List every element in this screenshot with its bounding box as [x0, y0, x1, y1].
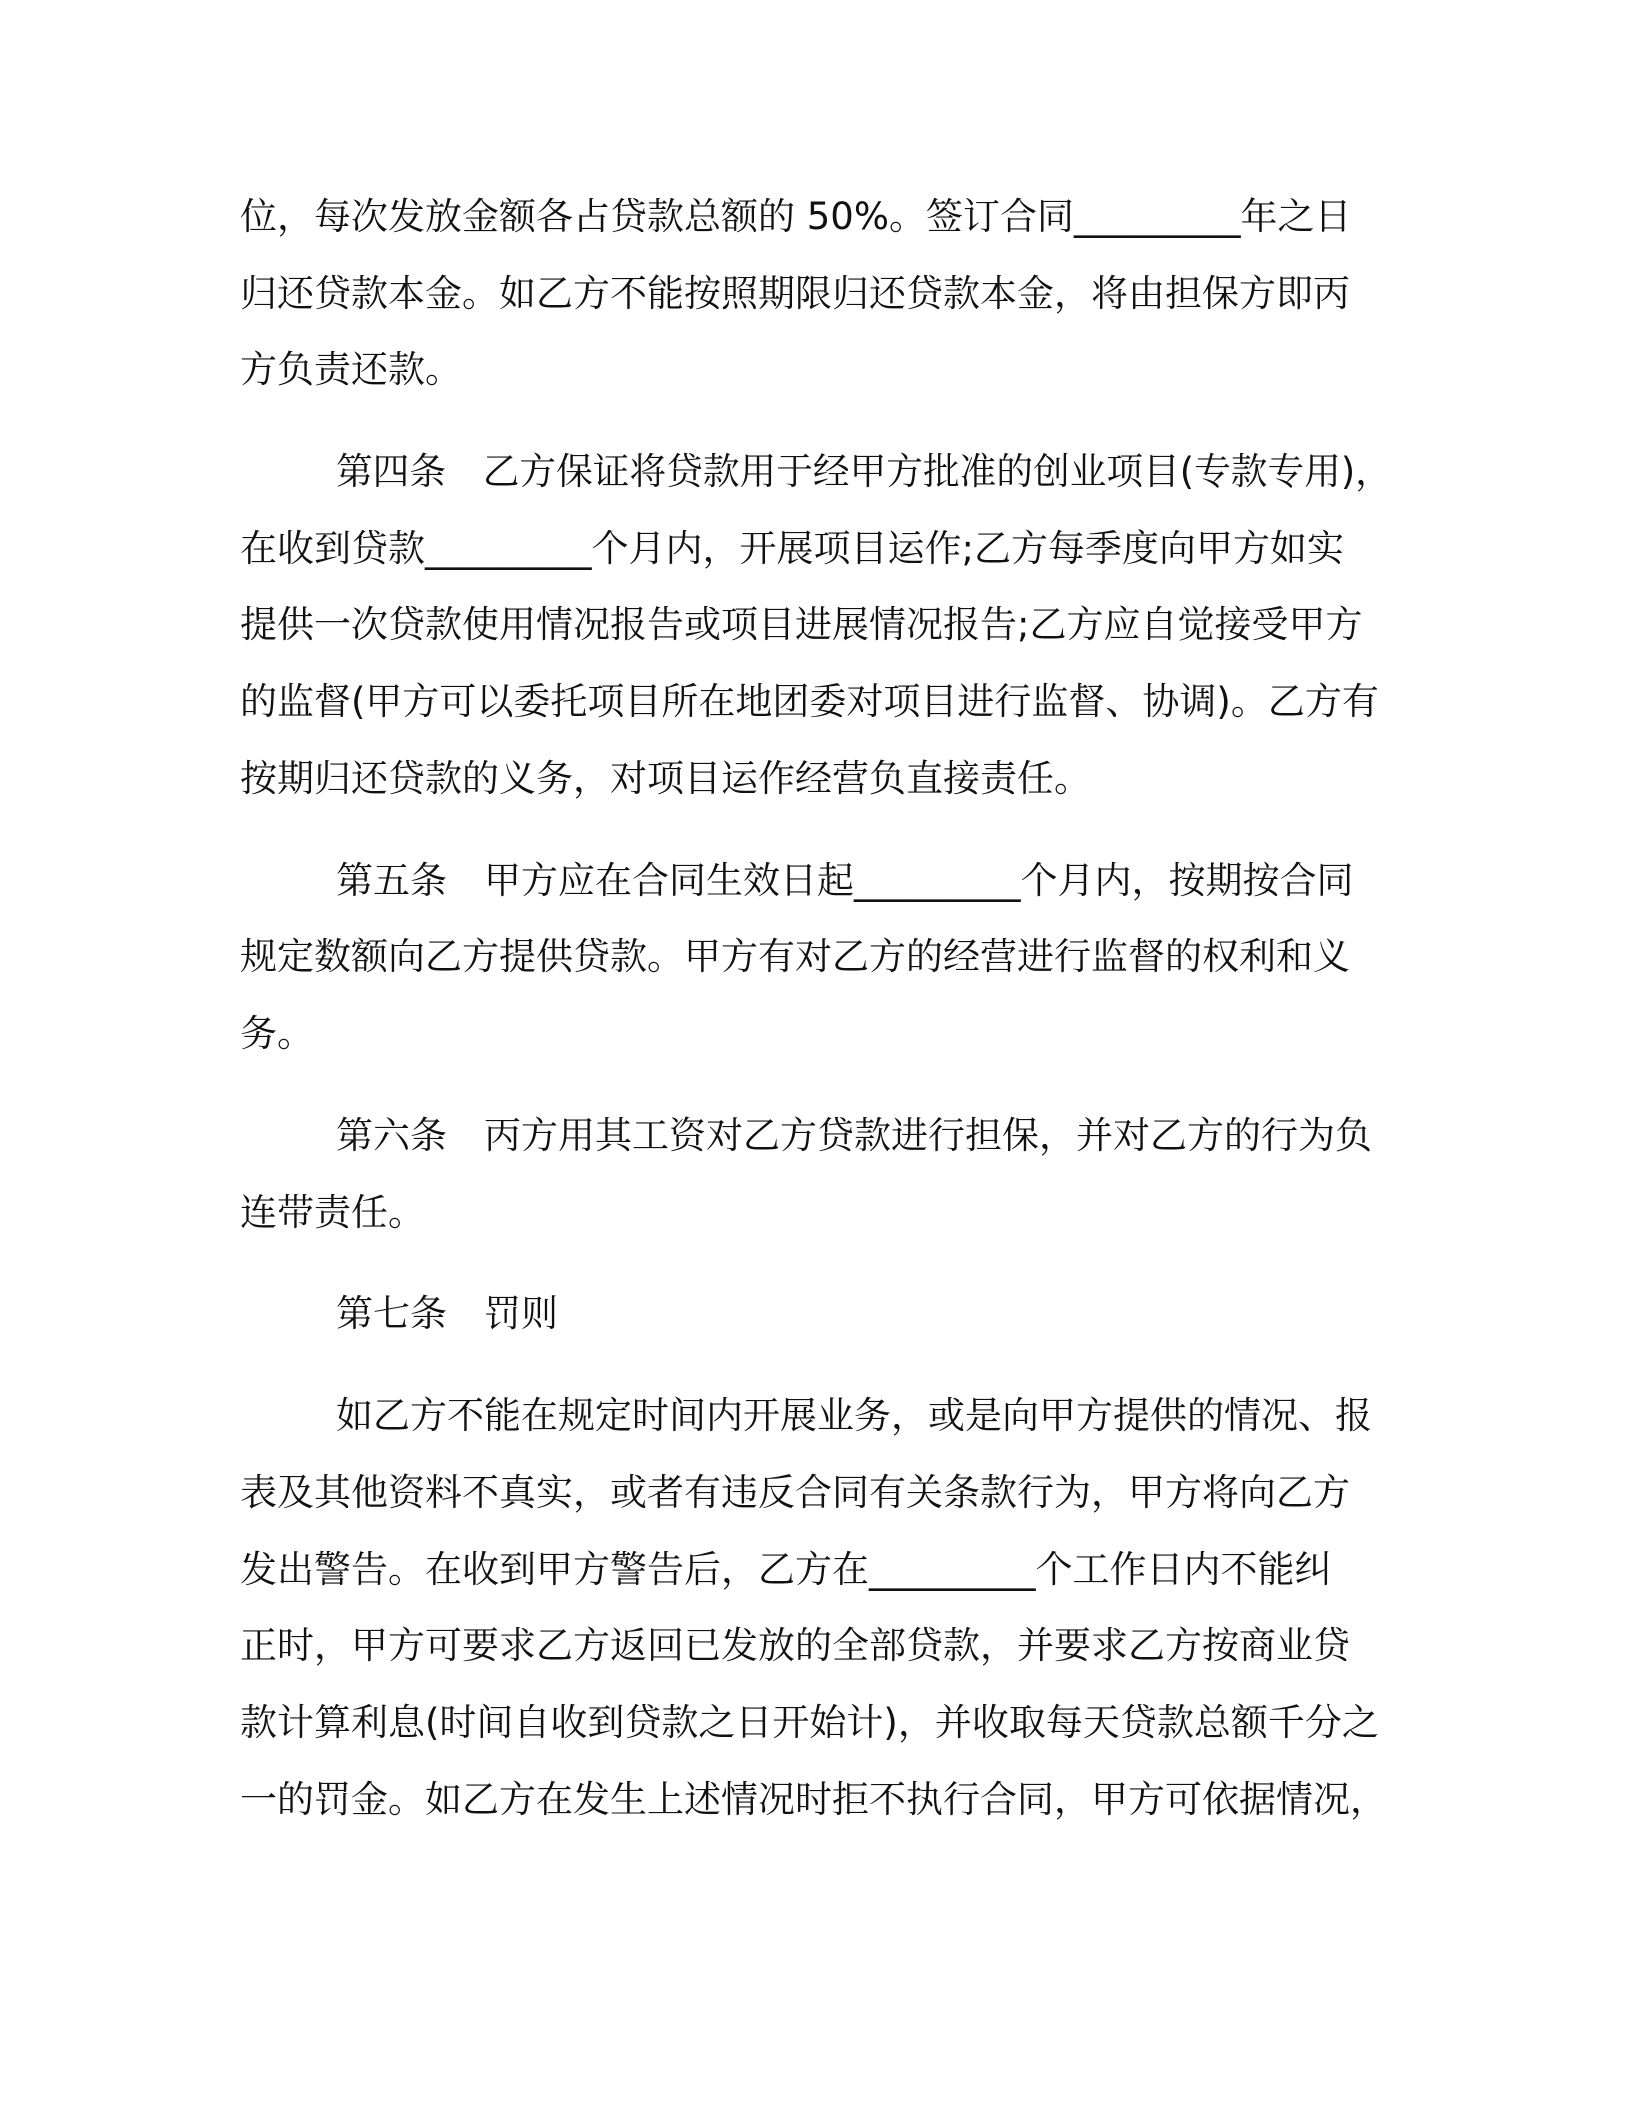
text-line: 务。	[240, 1012, 314, 1055]
text-line: 如乙方不能在规定时间内开展业务，或是向甲方提供的情况、报	[336, 1394, 1372, 1437]
text-line: 的监督(甲方可以委托项目所在地团委对项目进行监督、协调)。乙方有	[240, 680, 1379, 723]
text-line: 按期归还贷款的义务，对项目运作经营负直接责任。	[240, 757, 1091, 800]
text-line: 在收到贷款_________个月内，开展项目运作;乙方每季度向甲方如实	[240, 527, 1344, 570]
text-line: 规定数额向乙方提供贷款。甲方有对乙方的经营进行监督的权利和义	[240, 935, 1350, 978]
text-line: 归还贷款本金。如乙方不能按照期限归还贷款本金，将由担保方即丙	[240, 272, 1350, 315]
text-line: 正时，甲方可要求乙方返回已发放的全部贷款，并要求乙方按商业贷	[240, 1624, 1350, 1667]
text-line: 款计算利息(时间自收到贷款之日开始计)，并收取每天贷款总额千分之	[240, 1701, 1379, 1744]
text-line: 提供一次贷款使用情况报告或项目进展情况报告;乙方应自觉接受甲方	[240, 603, 1363, 646]
article-6-heading-line: 第六条 丙方用其工资对乙方贷款进行担保，并对乙方的行为负	[336, 1114, 1372, 1157]
text-line: 一的罚金。如乙方在发生上述情况时拒不执行合同，甲方可依据情况，	[240, 1778, 1387, 1821]
article-5-heading-line: 第五条 甲方应在合同生效日起_________个月内，按期按合同	[336, 859, 1354, 902]
text-line: 连带责任。	[240, 1191, 425, 1234]
text-line: 发出警告。在收到甲方警告后，乙方在_________个工作日内不能纠	[240, 1548, 1332, 1591]
text-line: 方负责还款。	[240, 348, 462, 391]
text-line: 位，每次发放金额各占贷款总额的 50%。签订合同_________年之日	[240, 195, 1352, 238]
text-line: 表及其他资料不真实，或者有违反合同有关条款行为，甲方将向乙方	[240, 1471, 1350, 1514]
article-4-heading-line: 第四条 乙方保证将贷款用于经甲方批准的创业项目(专款专用)，	[336, 450, 1392, 493]
article-7-heading: 第七条 罚则	[336, 1292, 558, 1335]
